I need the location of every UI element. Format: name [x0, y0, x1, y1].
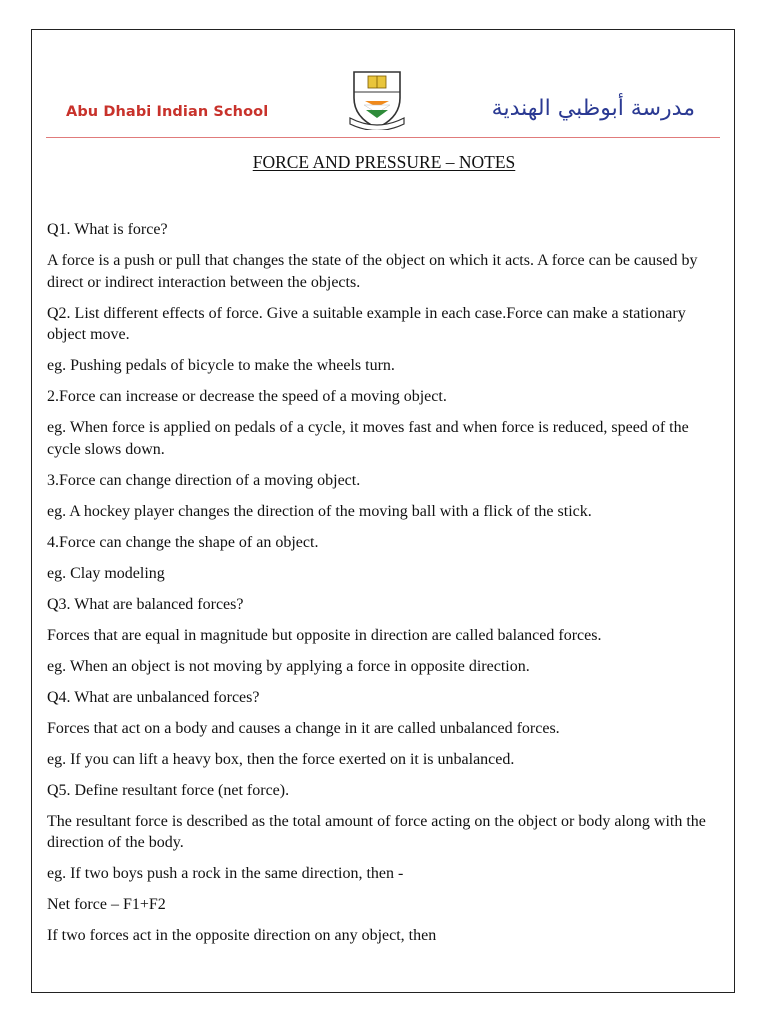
notes-body: [47, 219, 719, 956]
example-line: eg. Clay modeling: [47, 564, 165, 582]
example-line: eg. Pushing pedals of bicycle to make the wheels turn.: [47, 357, 395, 374]
question-2: Q2. List different effects of force. Give a suitable example in each case.Force can make a stationary object move.: [47, 304, 686, 343]
point-4: 4.Force can change the shape of an object.: [47, 533, 319, 551]
answer-3: Forces that are equal in magnitude but opposite in direction are called balanced forces.: [47, 626, 602, 644]
formula-line: Net force – F1+F2: [47, 896, 166, 913]
question-4: Q4. What are unbalanced forces?: [47, 688, 260, 706]
answer-1: A force is a push or pull that changes the state of the object on which it acts. A force can be caused by direct or indirect interaction between the objects.: [47, 252, 698, 291]
example-line: eg. A hockey player changes the direction of the moving ball with a flick of the stick.: [47, 502, 592, 520]
point-3: 3.Force can change direction of a moving object.: [47, 471, 361, 489]
text-line: If two forces act in the opposite direction on any object, then: [47, 927, 437, 944]
school-name-english: Abu Dhabi Indian School: [66, 104, 269, 120]
answer-5: The resultant force is described as the total amount of force acting on the object or body along with the direction of the body.: [47, 812, 706, 851]
answer-4: Forces that act on a body and causes a change in it are called unbalanced forces.: [47, 719, 560, 737]
header-divider: [46, 137, 720, 138]
question-3: Q3. What are balanced forces?: [47, 595, 244, 613]
school-crest-icon: [348, 68, 406, 130]
page-title: FORCE AND PRESSURE – NOTES: [252, 152, 516, 172]
point-2: 2.Force can increase or decrease the speed of a moving object.: [47, 388, 447, 405]
example-line: eg. When an object is not moving by applying a force in opposite direction.: [47, 657, 530, 675]
example-line: eg. If you can lift a heavy box, then the force exerted on it is unbalanced.: [47, 750, 515, 768]
school-name-arabic: مدرسة أبوظبي الهندية: [491, 96, 695, 121]
question-1: Q1. What is force?: [47, 221, 168, 238]
example-line: eg. If two boys push a rock in the same direction, then -: [47, 865, 404, 882]
question-5: Q5. Define resultant force (net force).: [47, 781, 290, 799]
example-line: eg. When force is applied on pedals of a cycle, it moves fast and when force is reduced, speed of the cycle slows down.: [47, 419, 689, 458]
